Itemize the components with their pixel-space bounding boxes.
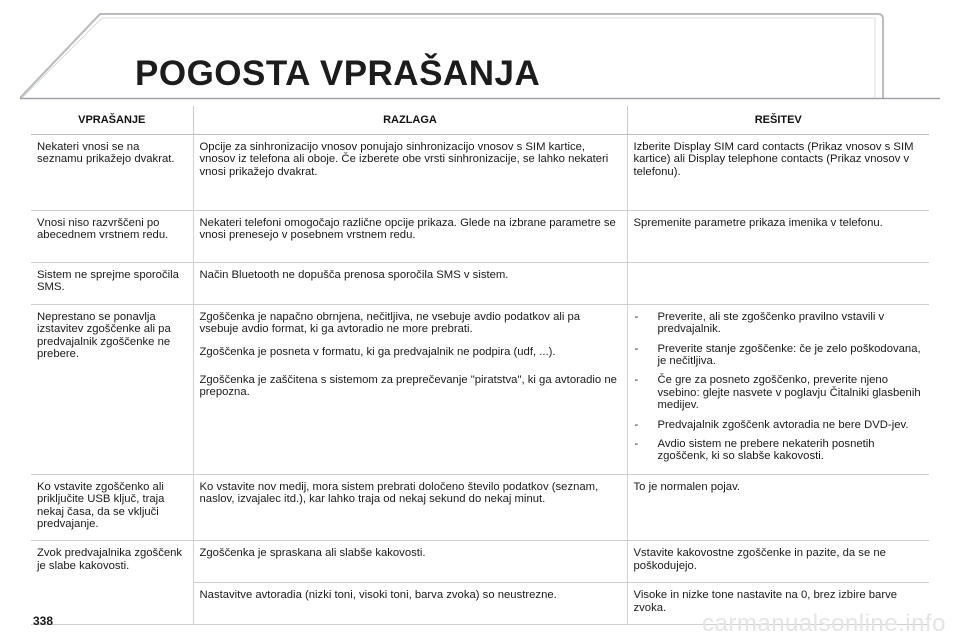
faq-table <box>31 106 929 625</box>
question-cell: Neprestano se ponavlja izstavitev zgoščenke ali pa predvajalnik zgoščenke ne prebere. <box>31 304 193 474</box>
solution-cell: Vstavite kakovostne zgoščenke in pazite, da se ne poškodujejo. <box>627 541 929 583</box>
question-cell: Zvok predvajalnika zgoščenk je slabe kakovosti. <box>31 541 193 625</box>
explanation-text: Opcije za sinhronizacijo vnosov ponujajo sinhronizacijo vnosov s SIM kartice, vnosov iz telefona ali oboje. Če izberete obe vrsti sinhronizacije, se lahko nekateri vnosi prikažejo dvakrat. <box>199 141 609 178</box>
solution-list-item: - Če gre za posneto zgoščenko, preverite njeno vsebino: glejte nasvete v poglavju Čitalniki glasbenih medijev. <box>634 374 924 411</box>
explanation-text: Nastavitve avtoradia (nizki toni, visoki toni, barva zvoka) so neustrezne. <box>199 589 557 602</box>
solution-cell: To je normalen pojav. <box>627 474 929 541</box>
solution-cell: Visoke in nizke tone nastavite na 0, brez izbire barve zvoka. <box>627 583 929 625</box>
explanation-cell <box>193 304 627 474</box>
explanation-text: Zgoščenka je posneta v formatu, ki ga predvajalnik ne podpira (udf, ...). <box>199 345 556 358</box>
table-row <box>31 541 929 583</box>
explanation-cell <box>193 474 627 541</box>
solution-cell: Izberite Display SIM card contacts (Prikaz vnosov s SIM kartice) ali Display telephone contacts (Prikaz vnosov v telefonu). <box>627 135 929 211</box>
column-header-explanation: RAZLAGA <box>193 106 627 135</box>
solution-list-item: - Avdio sistem ne prebere nekaterih posnetih zgoščenk, ki so slabše kakovosti. <box>634 438 924 463</box>
explanation-text: Zgoščenka je spraskana ali slabše kakovosti. <box>199 547 426 560</box>
table-row <box>31 211 929 263</box>
table-row <box>31 474 929 541</box>
solution-list-item: - Preverite stanje zgoščenke: če je zelo poškodovana, je nečitljiva. <box>634 343 924 368</box>
solution-list-item: - Predvajalnik zgoščenk avtoradia ne bere DVD-jev. <box>634 419 924 431</box>
column-header-solution: REŠITEV <box>627 106 929 135</box>
page-header <box>0 0 960 110</box>
question-cell: Vnosi niso razvrščeni po abecednem vrstnem redu. <box>31 211 193 263</box>
page-title: POGOSTA VPRAŠANJA <box>135 54 541 93</box>
solution-list <box>634 311 924 463</box>
solution-cell <box>627 304 929 474</box>
question-cell: Nekateri vnosi se na seznamu prikažejo dvakrat. <box>31 135 193 211</box>
table-row <box>31 304 929 474</box>
watermark: carmanualsonline.info <box>702 610 946 637</box>
explanation-text: Ko vstavite nov medij, mora sistem prebrati določeno število podatkov (seznam, naslov, izvajalec itd.), kar lahko traja od nekaj sekund do nekaj minut. <box>199 480 599 506</box>
solution-cell: Spremenite parametre prikaza imenika v telefonu. <box>627 211 929 263</box>
explanation-cell <box>193 211 627 263</box>
column-header-question: VPRAŠANJE <box>31 106 193 135</box>
solution-cell <box>627 263 929 305</box>
explanation-text: Nekateri telefoni omogočajo različne opcije prikaza. Glede na izbrane parametre se vnosi prenesejo v posebnem vrstnem redu. <box>199 217 616 242</box>
explanation-text: Zgoščenka je zaščitena s sistemom za preprečevanje "piratstva", ki ga avtoradio ne prepozna. <box>199 374 617 399</box>
explanation-cell <box>193 263 627 305</box>
explanation-text: Način Bluetooth ne dopušča prenosa sporočila SMS v sistem. <box>199 269 509 281</box>
explanation-cell <box>193 583 627 625</box>
page-number: 338 <box>33 614 54 628</box>
explanation-text: Zgoščenka je napačno obrnjena, nečitljiva, ne vsebuje avdio podatkov ali pa vsebuje avdio format, ki ga avtoradio ne more prebrati. <box>199 310 581 336</box>
question-cell: Ko vstavite zgoščenko ali priključite USB ključ, traja nekaj časa, da se vključi predvajanje. <box>31 474 193 541</box>
solution-list-item: - Preverite, ali ste zgoščenko pravilno vstavili v predvajalnik. <box>634 311 924 336</box>
question-cell: Sistem ne sprejme sporočila SMS. <box>31 263 193 305</box>
table-header-row <box>31 106 929 135</box>
table-row <box>31 135 929 211</box>
explanation-cell <box>193 135 627 211</box>
explanation-cell <box>193 541 627 583</box>
table-row <box>31 263 929 305</box>
